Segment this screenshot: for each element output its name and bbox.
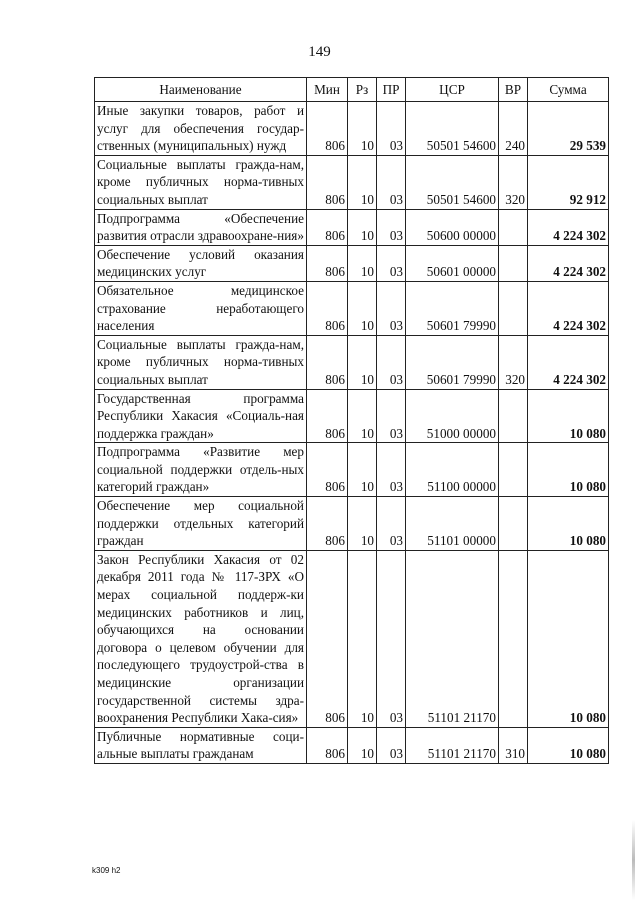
cell-name: Обеспечение мер социальной поддержки отдельных категорий граждан <box>95 497 307 551</box>
table-row <box>95 102 609 156</box>
cell-sum: 4 224 302 <box>528 281 609 335</box>
cell-vr <box>499 443 528 497</box>
page-number: 149 <box>308 44 331 60</box>
cell-name: Иные закупки товаров, работ и услуг для обеспечения государ-ственных (муниципальных) нужд <box>95 102 307 156</box>
header-vr: ВР <box>499 78 528 102</box>
cell-csr: 51101 00000 <box>406 497 499 551</box>
cell-name: Закон Республики Хакасия от 02 декабря 2011 года № 117-ЗРХ «О мерах социальной поддерж-ки медицинских работников и лиц, обучающихся на основании договора о целевом обучении для последующего трудоустрой-ства в медицинские организации государственной системы здра-воохранения Республики Хака-сия» <box>95 550 307 727</box>
cell-csr: 51100 00000 <box>406 443 499 497</box>
cell-csr: 50601 79990 <box>406 281 499 335</box>
cell-min: 806 <box>307 389 348 443</box>
footer-code: k309 h2 <box>92 866 121 875</box>
cell-pr: 03 <box>377 102 406 156</box>
cell-vr <box>499 245 528 281</box>
header-min: Мин <box>307 78 348 102</box>
table-row <box>95 209 609 245</box>
cell-sum: 4 224 302 <box>528 209 609 245</box>
cell-sum: 4 224 302 <box>528 335 609 389</box>
cell-csr: 50501 54600 <box>406 155 499 209</box>
cell-min: 806 <box>307 727 348 763</box>
cell-pr: 03 <box>377 335 406 389</box>
cell-rz: 10 <box>348 443 377 497</box>
cell-name: Государственная программа Республики Хакасия «Социаль-ная поддержка граждан» <box>95 389 307 443</box>
scan-edge-mark <box>632 820 635 900</box>
cell-pr: 03 <box>377 245 406 281</box>
cell-sum: 10 080 <box>528 497 609 551</box>
cell-sum: 10 080 <box>528 389 609 443</box>
cell-sum: 92 912 <box>528 155 609 209</box>
cell-csr: 50601 79990 <box>406 335 499 389</box>
cell-sum: 29 539 <box>528 102 609 156</box>
table-row <box>95 550 609 727</box>
cell-pr: 03 <box>377 443 406 497</box>
cell-vr <box>499 497 528 551</box>
cell-csr: 51000 00000 <box>406 389 499 443</box>
cell-sum: 10 080 <box>528 443 609 497</box>
cell-csr: 50601 00000 <box>406 245 499 281</box>
cell-rz: 10 <box>348 102 377 156</box>
cell-sum: 10 080 <box>528 550 609 727</box>
table-row <box>95 335 609 389</box>
cell-csr: 50600 00000 <box>406 209 499 245</box>
table-row <box>95 497 609 551</box>
cell-sum: 10 080 <box>528 727 609 763</box>
cell-vr: 320 <box>499 335 528 389</box>
header-name: Наименование <box>95 78 307 102</box>
cell-rz: 10 <box>348 281 377 335</box>
cell-pr: 03 <box>377 155 406 209</box>
table-row <box>95 389 609 443</box>
cell-pr: 03 <box>377 389 406 443</box>
cell-min: 806 <box>307 497 348 551</box>
table-body <box>95 102 609 764</box>
cell-rz: 10 <box>348 209 377 245</box>
cell-min: 806 <box>307 443 348 497</box>
cell-min: 806 <box>307 335 348 389</box>
table-row <box>95 155 609 209</box>
cell-rz: 10 <box>348 155 377 209</box>
cell-name: Социальные выплаты гражда-нам, кроме публичных норма-тивных социальных выплат <box>95 335 307 389</box>
cell-name: Публичные нормативные соци-альные выплаты гражданам <box>95 727 307 763</box>
cell-vr: 320 <box>499 155 528 209</box>
cell-pr: 03 <box>377 209 406 245</box>
cell-min: 806 <box>307 102 348 156</box>
cell-pr: 03 <box>377 281 406 335</box>
cell-min: 806 <box>307 155 348 209</box>
header-pr: ПР <box>377 78 406 102</box>
cell-rz: 10 <box>348 727 377 763</box>
cell-pr: 03 <box>377 497 406 551</box>
header-rz: Рз <box>348 78 377 102</box>
cell-vr: 310 <box>499 727 528 763</box>
header-sum: Сумма <box>528 78 609 102</box>
cell-rz: 10 <box>348 389 377 443</box>
cell-min: 806 <box>307 209 348 245</box>
cell-rz: 10 <box>348 550 377 727</box>
cell-rz: 10 <box>348 335 377 389</box>
cell-name: Обязательное медицинское страхование неработающего населения <box>95 281 307 335</box>
cell-vr: 240 <box>499 102 528 156</box>
cell-min: 806 <box>307 550 348 727</box>
header-csr: ЦСР <box>406 78 499 102</box>
cell-min: 806 <box>307 245 348 281</box>
cell-rz: 10 <box>348 497 377 551</box>
table-row <box>95 443 609 497</box>
cell-min: 806 <box>307 281 348 335</box>
cell-vr <box>499 209 528 245</box>
table-row <box>95 727 609 763</box>
table-row <box>95 245 609 281</box>
cell-pr: 03 <box>377 550 406 727</box>
cell-csr: 50501 54600 <box>406 102 499 156</box>
cell-vr <box>499 281 528 335</box>
cell-rz: 10 <box>348 245 377 281</box>
table-row <box>95 281 609 335</box>
cell-sum: 4 224 302 <box>528 245 609 281</box>
cell-name: Подпрограмма «Обеспечение развития отрасли здравоохране-ния» <box>95 209 307 245</box>
cell-name: Социальные выплаты гражда-нам, кроме публичных норма-тивных социальных выплат <box>95 155 307 209</box>
cell-vr <box>499 550 528 727</box>
cell-name: Подпрограмма «Развитие мер социальной поддержки отдель-ных категорий граждан» <box>95 443 307 497</box>
budget-table <box>94 77 609 764</box>
cell-csr: 51101 21170 <box>406 550 499 727</box>
cell-vr <box>499 389 528 443</box>
header-row <box>95 78 609 102</box>
cell-name: Обеспечение условий оказания медицинских услуг <box>95 245 307 281</box>
cell-pr: 03 <box>377 727 406 763</box>
cell-csr: 51101 21170 <box>406 727 499 763</box>
